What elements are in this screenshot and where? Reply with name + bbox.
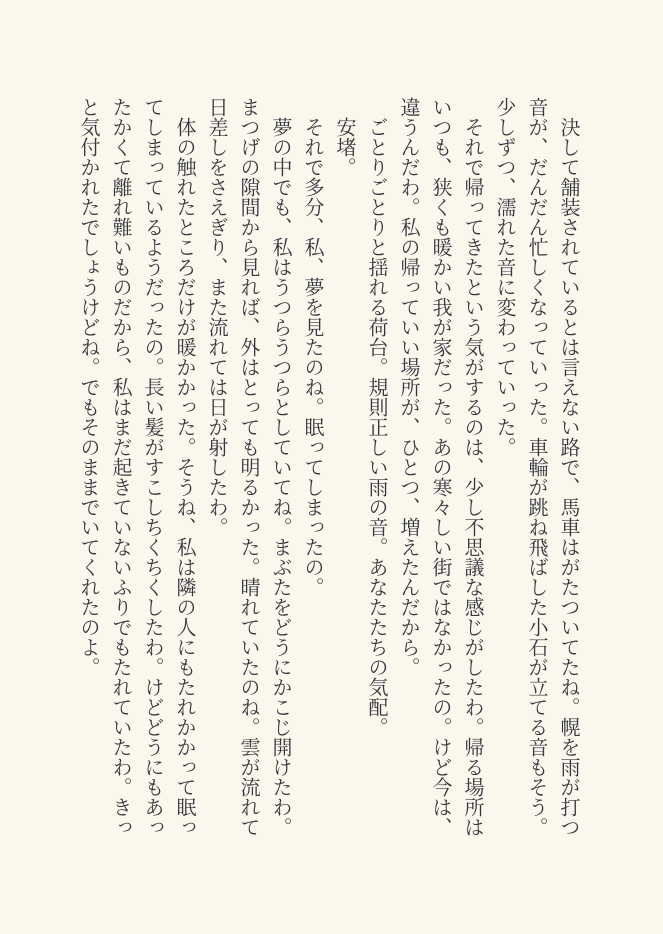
paragraph-3: ごとりごとりと揺れる荷台。規則正しい雨の音。あなたたちの気配。 bbox=[365, 117, 387, 737]
paragraph-7: 体の触れたところだけが暖かかった。そうね、私は隣の人にもたれかかって眠ってしまっているようだったの。長い髪がすこしちくちくしたわ。けどどうにもあったかくて離れ難いものだから、私はまだ起きていないふりでもたれていたわ。きっと気付かれたでしょうけどね。でもそのままでいてくれたのよ。 bbox=[77, 97, 195, 837]
paragraph-5: それで多分、私、夢を見たのね。眠ってしまったの。 bbox=[301, 117, 323, 597]
vertical-text-document bbox=[72, 97, 584, 837]
paragraph-2: それで帰ってきたという気がするのは、少し不思議な感じがしたわ。帰る場所はいつも、狭くも暖かい我が家だった。あの寒々しい街ではなかったの。けど今は、違うんだわ。私の帰っていい場所が、ひとつ、増えたんだから。 bbox=[397, 97, 483, 837]
paragraph-4: 安堵。 bbox=[333, 117, 355, 177]
paragraph-1: 決して舗装されているとは言えない路で、馬車はがたついてたね。幌を雨が打つ音が、だんだん忙しくなっていった。車輪が跳ね飛ばした小石が立てる音もそう。少しずつ、濡れた音に変わっていった。 bbox=[493, 97, 579, 837]
paragraph-6: 夢の中でも、私はうつらうつらとしていてね。まぶたをどうにかこじ開けたわ。まつげの隙間から見れば、外はとっても明るかった。晴れていたのね。雲が流れて日差しをさえぎり、また流れては日が射したわ。 bbox=[205, 97, 291, 837]
